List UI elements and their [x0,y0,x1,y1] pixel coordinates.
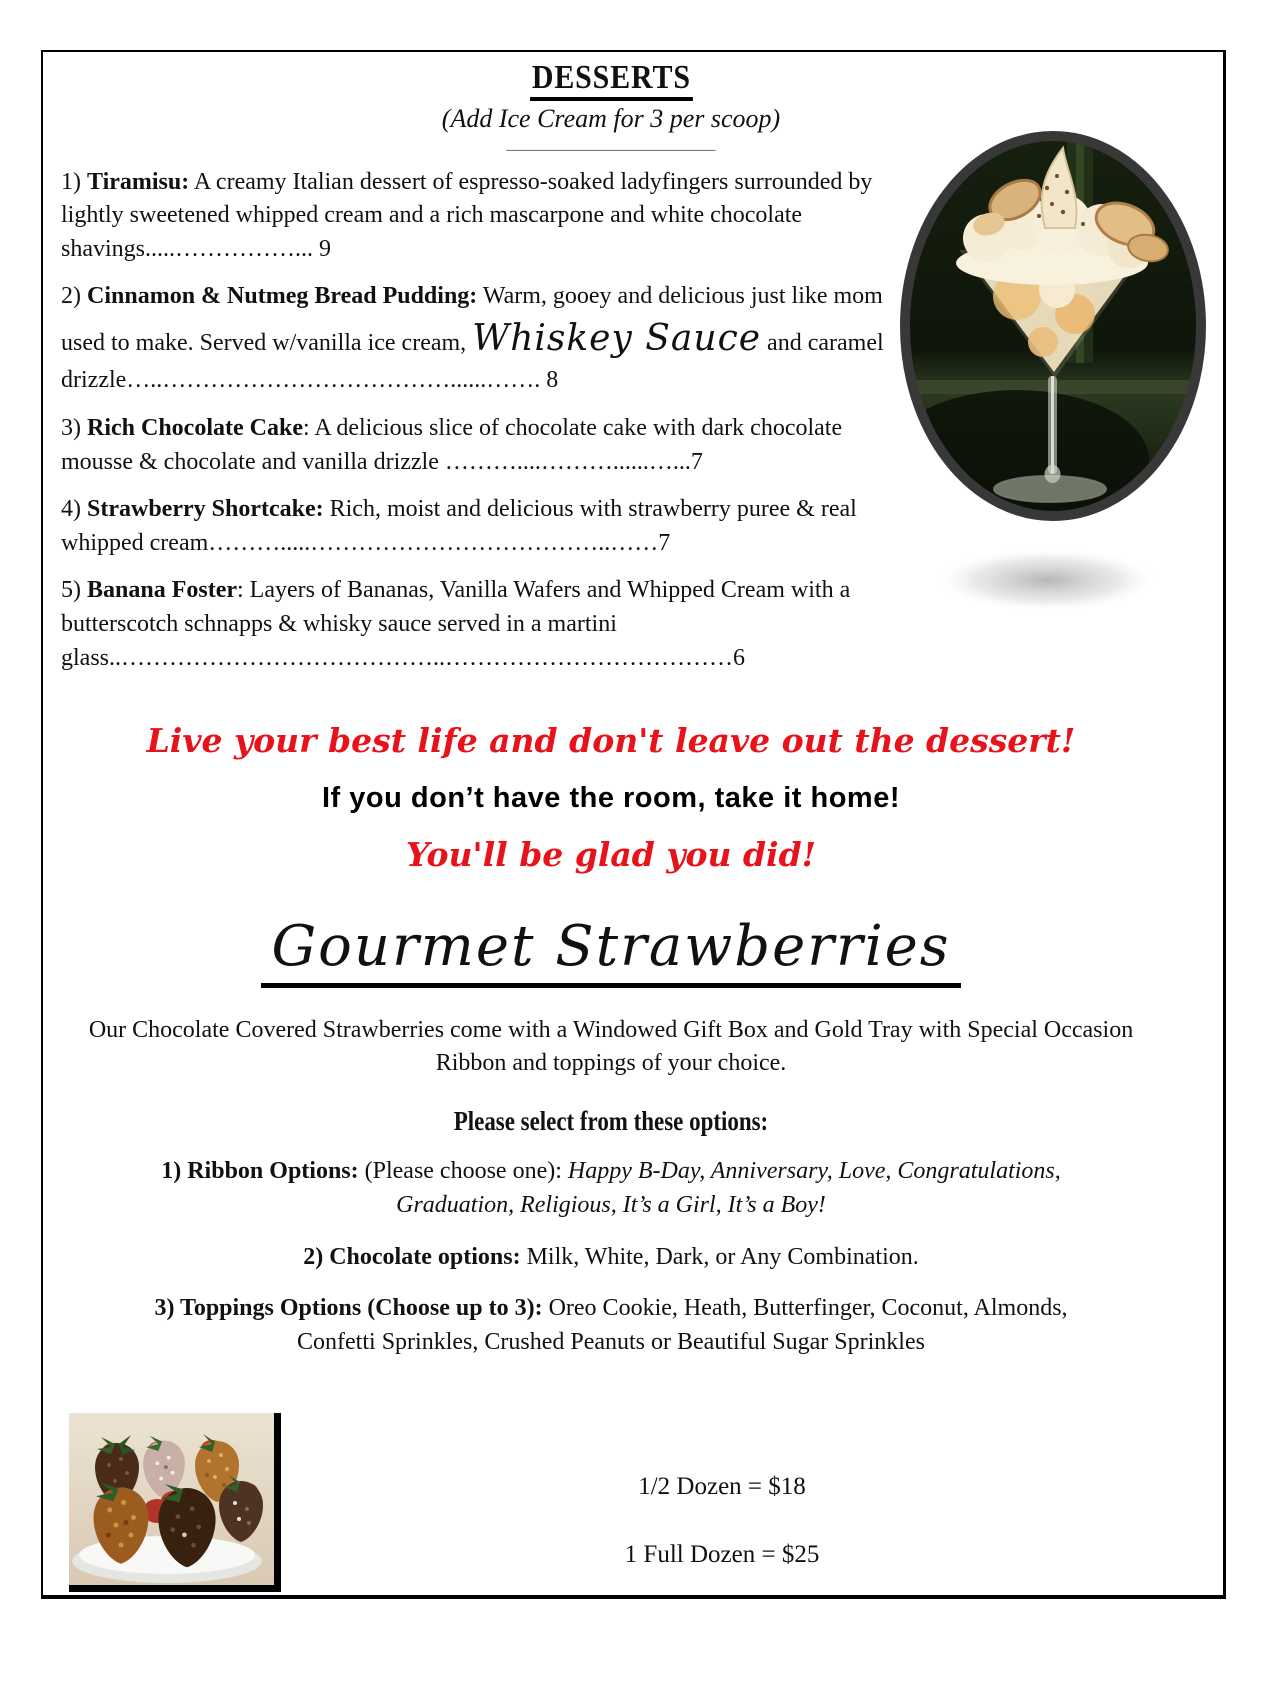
item-leader: ..…………………………………..……………………………… [109,644,733,671]
option-toppings [43,1292,1179,1359]
menu-item-tiramisu [61,166,887,267]
item-desc: : A delicious slice of chocolate cake with dark chocolate mousse & chocolate and vanilla drizzle [61,415,843,475]
chocolate-strawberries-photo [69,1413,274,1585]
menu-item-chocolate-cake [61,412,887,479]
item-name: Tiramisu: [87,168,190,195]
take-home-line: If you don’t have the room, take it home! [322,782,900,815]
item-name: Cinnamon & Nutmeg Bread Pudding: [87,283,478,310]
center-sections [43,721,1223,1359]
bottom-row [43,1413,1223,1592]
item-name: Rich Chocolate Cake [87,415,303,442]
option-choices: Happy B-Day, Anniversary, Love, Congratulations, [567,1158,1061,1185]
item-leader: …..………………………………......……. [126,367,541,394]
price-full-dozen: 1 Full Dozen = $25 [624,1541,820,1569]
option-label: 3) Toppings Options (Choose up to 3): [154,1295,543,1322]
menu-item-strawberry-shortcake [61,493,887,560]
dessert-photo [897,128,1209,628]
item-script-text: Whiskey Sauce [472,318,762,360]
option-ribbon-line2: Graduation, Religious, It’s a Girl, It’s a Boy! [396,1192,826,1219]
item-number: 5) [61,577,81,604]
option-choices: Milk, White, Dark, or Any Combination. [520,1243,919,1270]
page-subtitle: (Add Ice Cream for 3 per scoop) [441,103,781,133]
item-price: 7 [658,529,671,556]
menu-item-bread-pudding [61,280,887,398]
select-options-heading-row [43,1106,1179,1137]
menu-page [41,50,1226,1599]
item-number: 2) [61,283,81,310]
item-price: 6 [733,644,745,671]
gourmet-strawberries-heading-row [43,914,1179,988]
dessert-list [61,166,887,676]
menu-item-banana-foster [61,574,887,675]
item-desc: A creamy Italian dessert of espresso-soaked ladyfingers surrounded by lightly sweetened whipped cream and a rich mascarpone and white chocolate shavings [61,168,873,262]
item-price: 9 [313,235,331,262]
item-price: 7 [690,448,703,475]
option-chocolate [43,1241,1179,1275]
tagline-red-1: Live your best life and don't leave out the dessert! [146,721,1076,761]
item-desc-2: and caramel drizzle [61,330,884,394]
item-name: Banana Foster [87,577,237,604]
martini-dessert-photo [897,128,1209,628]
divider: ___________________ [506,127,716,153]
option-toppings-line2: Confetti Sprinkles, Crushed Peanuts or Beautiful Sugar Sprinkles [297,1328,925,1355]
item-name: Strawberry Shortcake: [87,496,324,523]
option-toppings-line1 [43,1292,1179,1326]
tagline-red-2: You'll be glad you did! [405,835,817,875]
strawberry-prices [281,1413,1223,1592]
item-desc: Rich, moist and delicious with strawberry puree & real whipped cream [61,496,857,556]
option-choices: Oreo Cookie, Heath, Butterfinger, Coconut, Almonds, [542,1295,1068,1322]
item-leader: ………....………......…... [444,448,691,475]
price-half-dozen: 1/2 Dozen = $18 [638,1473,806,1501]
item-leader: .....……………... [145,235,313,262]
item-desc: : Layers of Bananas, Vanilla Wafers and Whipped Cream with a butterscotch schnapps & whisky sauce served in a martini glass [61,577,851,671]
strawberries-photo [69,1413,281,1592]
item-leader: ……….....………………………………..…… [208,529,659,556]
item-number: 4) [61,496,81,523]
option-mid: (Please choose one): [358,1158,568,1185]
item-price: 8 [540,367,559,394]
option-label: 1) Ribbon Options: [161,1158,359,1185]
item-desc: Warm, gooey and delicious just like mom used to make. Served w/vanilla ice cream, [61,283,883,357]
page-title: DESSERTS [530,60,693,101]
option-label: 2) Chocolate options: [303,1243,521,1270]
gourmet-intro: Our Chocolate Covered Strawberries come with a Windowed Gift Box and Gold Tray with Special Occasion Ribbon and toppings of your choice. [88,1017,1134,1077]
photo-drop-shadow [935,548,1159,612]
item-number: 3) [61,415,81,442]
option-ribbon [43,1155,1179,1222]
select-options-heading: Please select from these options: [453,1106,769,1137]
item-number: 1) [61,168,81,195]
gourmet-strawberries-heading: Gourmet Strawberries [261,914,960,988]
option-ribbon-line1 [43,1155,1179,1189]
